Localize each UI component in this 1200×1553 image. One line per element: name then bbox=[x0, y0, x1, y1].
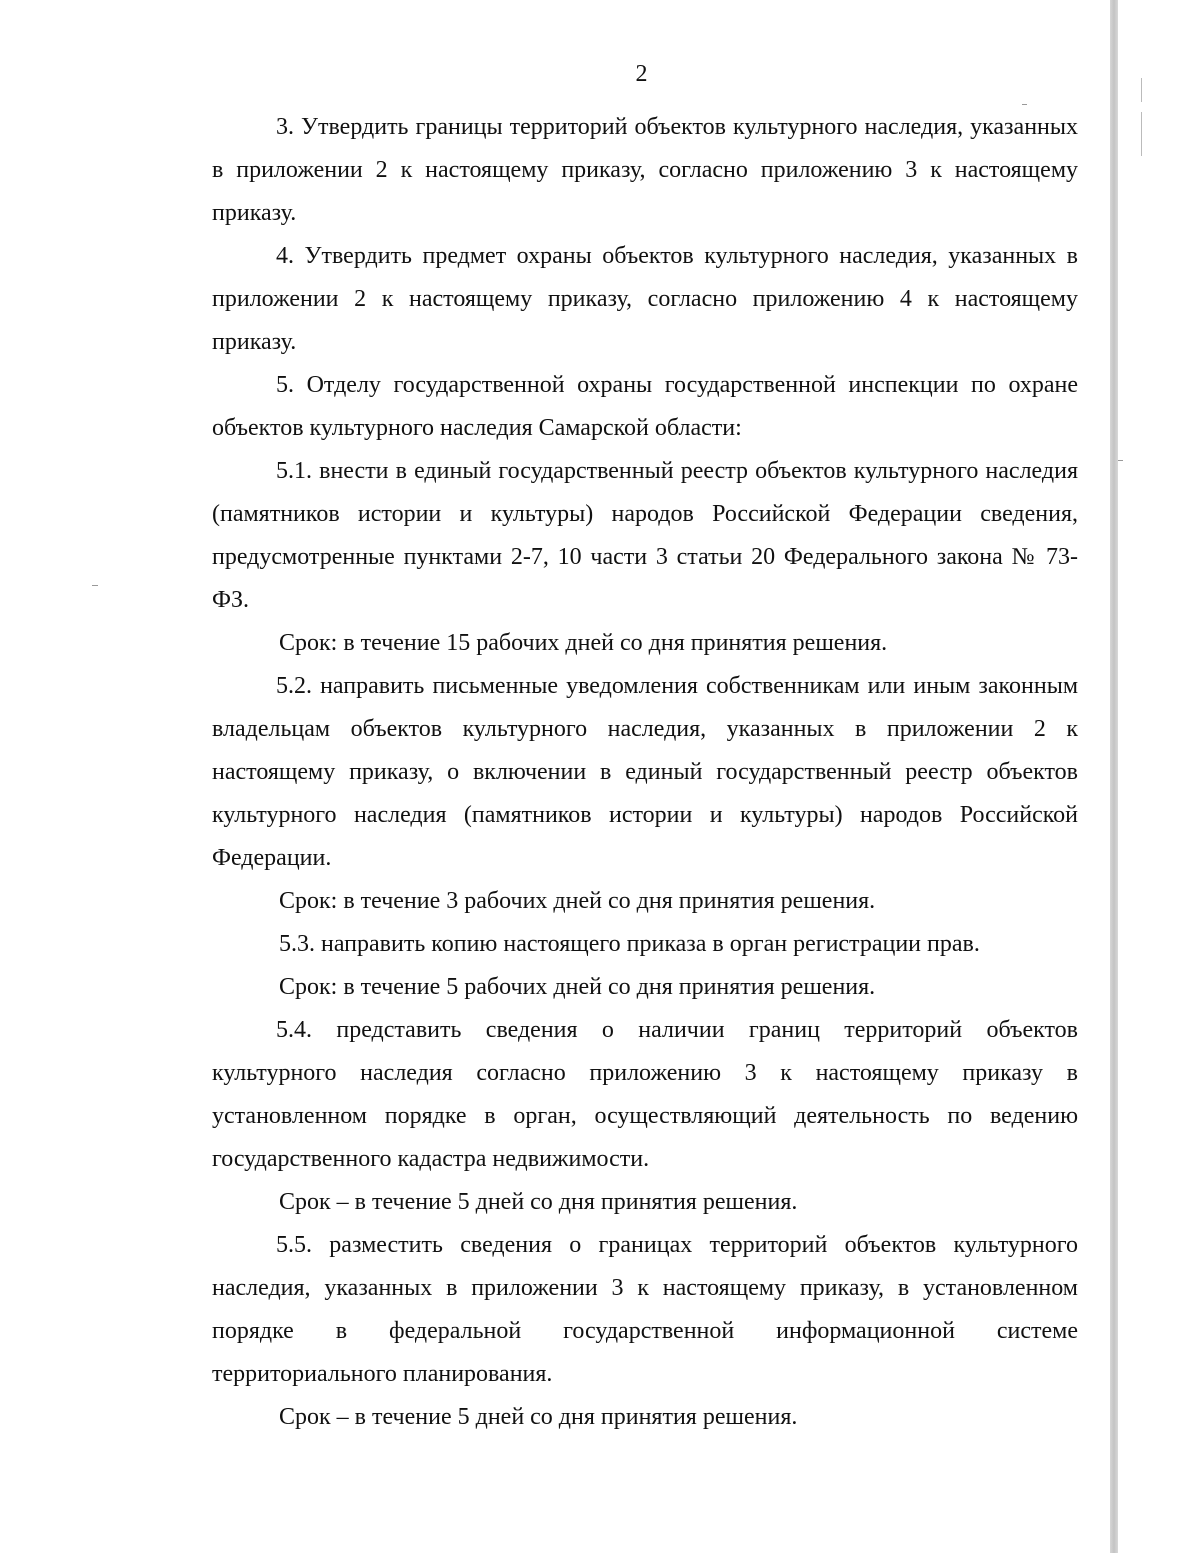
scan-artifact-dot bbox=[1022, 104, 1027, 105]
paragraph-item-3: 3. Утвердить границы территорий объектов культурного наследия, указанных в приложении 2 к настоящему приказу, согласно приложению 3 к настоящему приказу. bbox=[212, 114, 1078, 226]
scan-artifact-dot bbox=[92, 585, 98, 586]
paragraph-item-5-2: 5.2. направить письменные уведомления собственникам или иным законным владельцам объектов культурного наследия, указанных в приложении 2 к настоящему приказу, о включении в единый государственный реестр объектов культурного наследия (памятников истории и культуры) народов Российской Федерации. bbox=[212, 673, 1078, 871]
paragraph-item-5-3: 5.3. направить копию настоящего приказа в орган регистрации прав. bbox=[279, 931, 980, 957]
paragraph-item-5: 5. Отделу государственной охраны государственной инспекции по охране объектов культурного наследия Самарской области: bbox=[212, 372, 1078, 441]
scan-artifact-dot bbox=[1118, 460, 1123, 461]
deadline-5-5: Срок – в течение 5 дней со дня принятия решения. bbox=[279, 1404, 798, 1430]
paragraph-item-4: 4. Утвердить предмет охраны объектов культурного наследия, указанных в приложении 2 к настоящему приказу, согласно приложению 4 к настоящему приказу. bbox=[212, 243, 1078, 355]
deadline-5-1: Срок: в течение 15 рабочих дней со дня принятия решения. bbox=[279, 630, 888, 656]
scan-artifact-line bbox=[1141, 112, 1142, 156]
deadline-5-4: Срок – в течение 5 дней со дня принятия решения. bbox=[279, 1189, 798, 1215]
paragraph-item-5-1: 5.1. внести в единый государственный реестр объектов культурного наследия (памятников истории и культуры) народов Российской Федерации сведения, предусмотренные пунктами 2-7, 10 части 3 статьи 20 Федерального закона № 73-ФЗ. bbox=[212, 458, 1078, 613]
page-number: 2 bbox=[635, 61, 648, 87]
deadline-5-3: Срок: в течение 5 рабочих дней со дня принятия решения. bbox=[279, 974, 876, 1000]
paragraph-item-5-5: 5.5. разместить сведения о границах территорий объектов культурного наследия, указанных в приложении 3 к настоящему приказу, в установленном порядке в федеральной государственной информационной системе территориального планирования. bbox=[212, 1232, 1078, 1387]
document-body bbox=[212, 106, 1078, 1439]
paragraph-item-5-4: 5.4. представить сведения о наличии границ территорий объектов культурного наследия согласно приложению 3 к настоящему приказу в установленном порядке в орган, осуществляющий деятельность по ведению государственного кадастра недвижимости. bbox=[212, 1017, 1078, 1172]
deadline-5-2: Срок: в течение 3 рабочих дней со дня принятия решения. bbox=[279, 888, 876, 914]
scan-edge-shadow bbox=[1110, 0, 1118, 1553]
